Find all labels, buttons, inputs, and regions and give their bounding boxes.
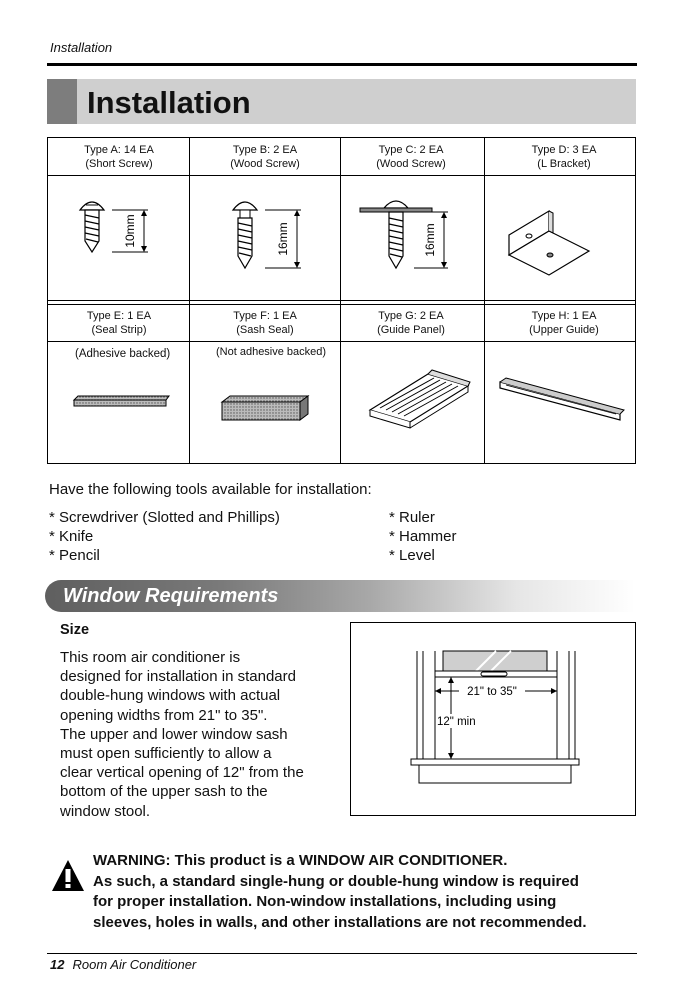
svg-text:16mm: 16mm xyxy=(423,223,437,257)
wood-screw-icon xyxy=(223,196,313,296)
part-label-a: Type A: 14 EA (Short Screw) xyxy=(84,144,154,170)
sash-seal-icon xyxy=(218,394,318,428)
part-label-d: Type D: 3 EA (L Bracket) xyxy=(531,144,597,170)
warning-text: WARNING: This product is a WINDOW AIR CONDITIONER. As such, a standard single-hung or double-hung window is required for proper installation. Non-window installations, including using sleeves, holes in walls, and other installations are not recommended. xyxy=(93,852,587,931)
svg-text:10mm: 10mm xyxy=(123,214,137,248)
tool-item: * Pencil xyxy=(49,547,100,564)
size-heading: Size xyxy=(60,622,90,638)
seal-strip-icon xyxy=(70,390,170,420)
table-divider xyxy=(48,300,635,301)
part-label-g: Type G: 2 EA (Guide Panel) xyxy=(377,310,445,336)
footer-rule xyxy=(47,953,637,954)
table-divider xyxy=(48,304,635,305)
tool-item: * Knife xyxy=(49,528,94,545)
size-paragraph: This room air conditioner is designed for installation in standard double-hung windows with actual opening widths from 21" to 35". The upper and lower window sash must open sufficiently to allow a clear vertical opening of 12" from the bottom of the upper sash to the window stool. xyxy=(60,649,304,820)
warning-icon xyxy=(51,859,85,893)
table-divider xyxy=(48,175,635,176)
sash-seal-note: (Not adhesive backed) xyxy=(216,346,327,358)
svg-text:16mm: 16mm xyxy=(276,222,290,256)
section-title: Window Requirements xyxy=(63,585,279,607)
page-number: 12 xyxy=(50,957,65,972)
width-label: 21" to 35" xyxy=(467,686,517,698)
guide-panel-icon xyxy=(366,366,476,436)
running-header: Installation xyxy=(50,40,113,55)
table-divider xyxy=(48,341,635,342)
part-label-f: Type F: 1 EA (Sash Seal) xyxy=(233,310,297,336)
part-label-c: Type C: 2 EA (Wood Screw) xyxy=(376,144,446,170)
tools-list-left xyxy=(49,508,280,565)
header-rule xyxy=(47,63,637,66)
short-screw-icon xyxy=(70,196,160,266)
tool-item: * Level xyxy=(389,547,435,564)
window-diagram-frame xyxy=(350,622,636,816)
footer-product: Room Air Conditioner xyxy=(72,957,197,972)
part-label-b: Type B: 2 EA (Wood Screw) xyxy=(230,144,300,170)
page-title: Installation xyxy=(87,85,251,120)
window-diagram xyxy=(351,623,635,815)
tool-item: * Ruler xyxy=(389,509,435,526)
tools-intro: Have the following tools available for installation: xyxy=(49,481,372,498)
parts-table xyxy=(47,137,636,464)
l-bracket-icon xyxy=(503,203,613,283)
tools-list-right xyxy=(389,508,457,565)
seal-strip-note: (Adhesive backed) xyxy=(75,348,171,360)
page-footer xyxy=(50,957,196,972)
height-label: 12" min xyxy=(437,716,476,728)
upper-guide-icon xyxy=(496,376,626,426)
part-label-h: Type H: 1 EA (Upper Guide) xyxy=(529,310,599,336)
tool-item: * Hammer xyxy=(389,528,457,545)
tool-item: * Screwdriver (Slotted and Phillips) xyxy=(49,509,280,526)
wood-screw-washer-icon xyxy=(354,196,464,296)
title-accent-block xyxy=(47,79,77,124)
part-label-e: Type E: 1 EA (Seal Strip) xyxy=(86,310,152,336)
